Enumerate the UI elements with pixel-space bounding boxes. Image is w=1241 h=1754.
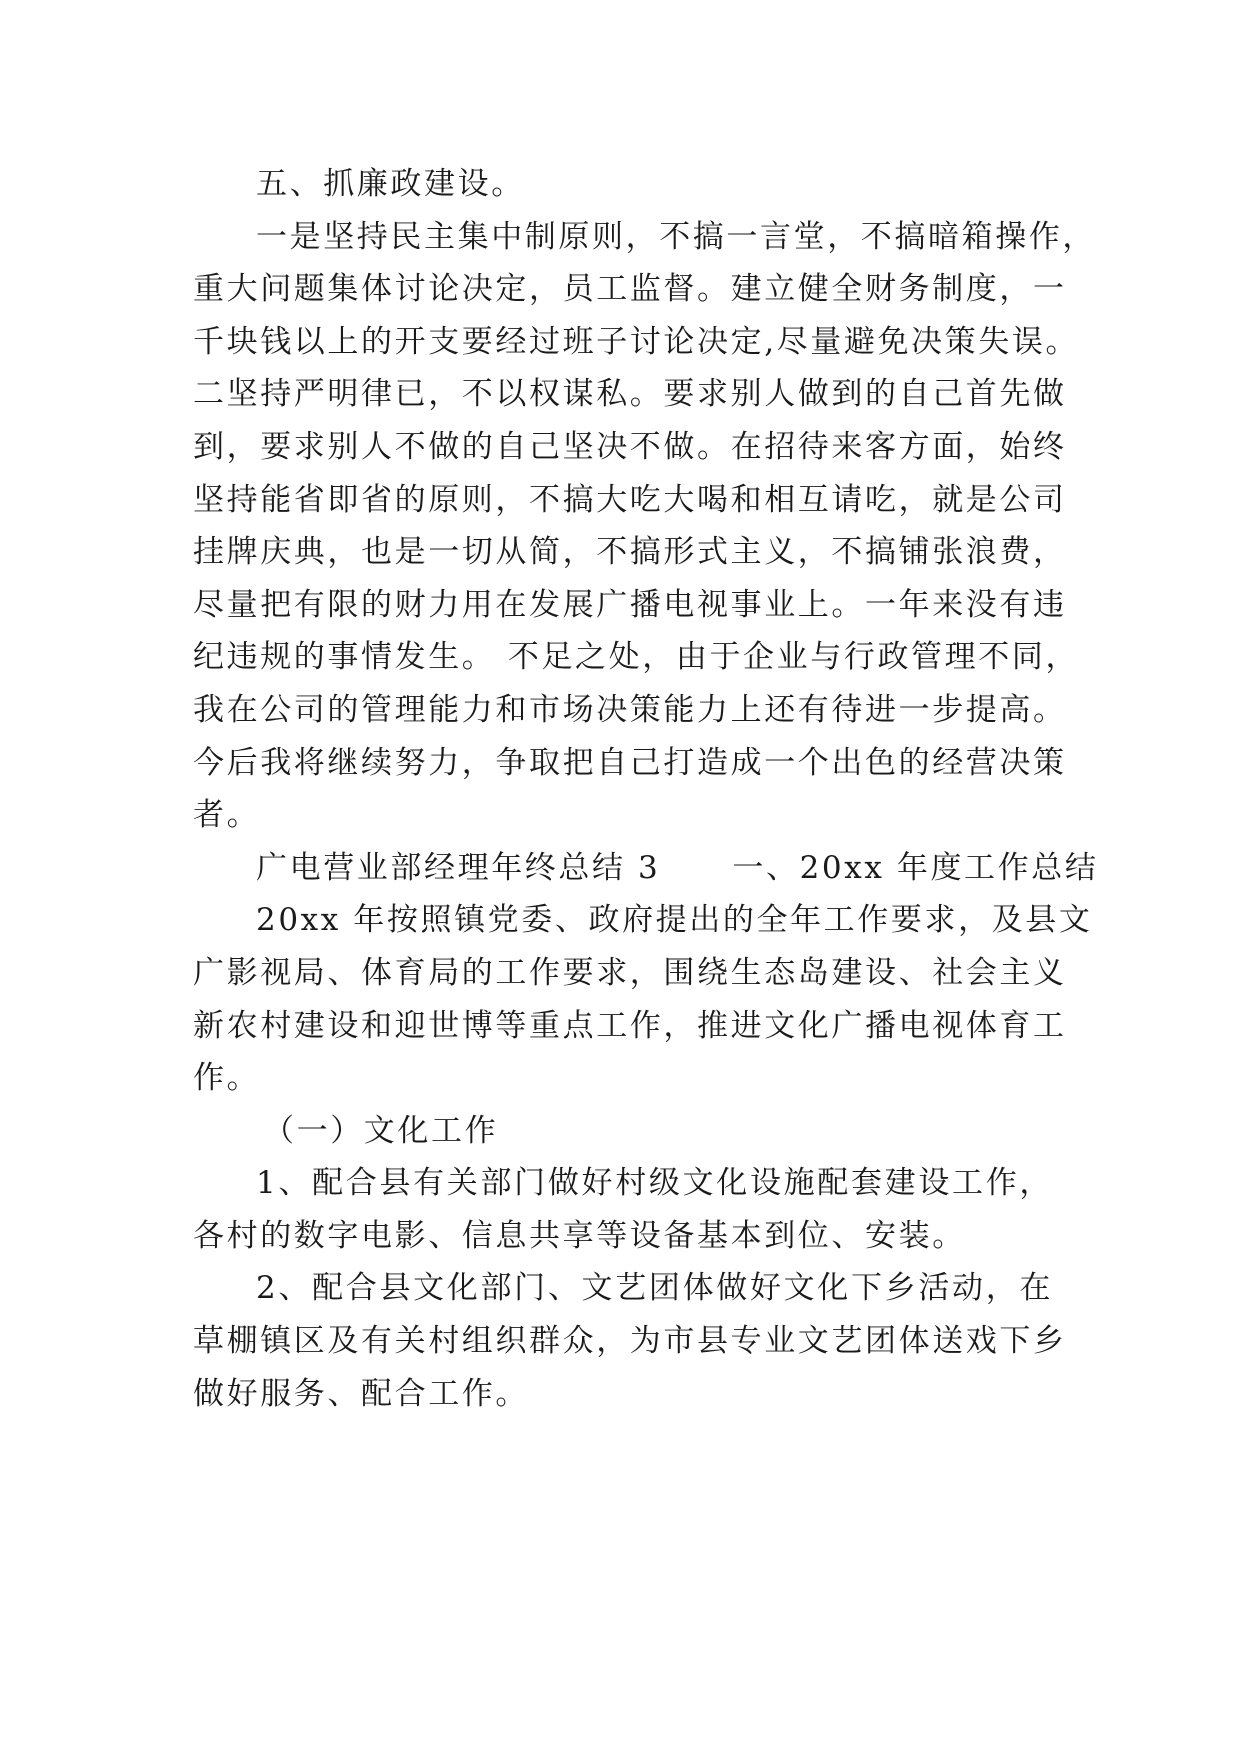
paragraph-item-1 [193, 1157, 1053, 1262]
text-line: 今后我将继续努力，争取把自己打造成一个出色的经营决策 [193, 744, 1067, 781]
text-line: 二坚持严明律已，不以权谋私。要求别人做到的自己首先做 [193, 376, 1067, 413]
paragraph-annual-requirements [193, 894, 1093, 1104]
text-line: （一）文化工作 [263, 1112, 499, 1149]
text-line: 一是坚持民主集中制原则，不搞一言堂，不搞暗箱操作， [256, 218, 1096, 255]
summary-title-part-a: 广电营业部经理年终总结 3 [256, 849, 661, 886]
text-line: 20xx 年按照镇党委、政府提出的全年工作要求，及县文 [256, 902, 1093, 939]
paragraph-integrity-building [193, 211, 1096, 842]
text-line: 广影视局、体育局的工作要求，围绕生态岛建设、社会主义 [193, 954, 1067, 991]
text-line: 者。 [193, 797, 261, 834]
text-line: 做好服务、配合工作。 [193, 1375, 529, 1412]
summary-title-part-b: 一、20xx 年度工作总结 [732, 849, 1099, 886]
text-line: 草棚镇区及有关村组织群众，为市县专业文艺团体送戏下乡 [193, 1323, 1067, 1360]
text-line: 尽量把有限的财力用在发展广播电视事业上。一年来没有违 [193, 586, 1067, 623]
document-body [193, 158, 1099, 1420]
text-line: 2、配合县文化部门、文艺团体做好文化下乡活动，在 [256, 1270, 1053, 1307]
text-line: 坚持能省即省的原则，不搞大吃大喝和相互请吃，就是公司 [193, 481, 1067, 518]
paragraph-item-2 [193, 1262, 1067, 1420]
paragraph-culture-work-heading [193, 1105, 1053, 1158]
text-line: 1、配合县有关部门做好村级文化设施配套建设工作， [256, 1165, 1053, 1202]
text-line: 新农村建设和迎世博等重点工作，推进文化广播电视体育工 [193, 1007, 1067, 1044]
text-line: 到，要求别人不做的自己坚决不做。在招待来客方面，始终 [193, 428, 1067, 465]
text-line: 各村的数字电影、信息共享等设备基本到位、安装。 [193, 1217, 966, 1254]
text-line: 纪违规的事情发生。 不足之处，由于企业与行政管理不同， [193, 639, 1080, 676]
text-line: 作。 [193, 1060, 261, 1097]
text-line: 重大问题集体讨论决定，员工监督。建立健全财务制度，一 [193, 271, 1067, 308]
text-line: 我在公司的管理能力和市场决策能力上还有待进一步提高。 [193, 691, 1067, 728]
text-line: 五、抓廉政建设。 [256, 166, 525, 202]
text-line: 挂牌庆典，也是一切从简，不搞形式主义，不搞铺张浪费， [193, 534, 1067, 571]
paragraph-summary-title [193, 842, 1099, 895]
paragraph-section-five-heading [193, 158, 1053, 211]
text-line: 千块钱以上的开支要经过班子讨论决定,尽量避免决策失误。 [193, 323, 1080, 360]
text-line [193, 842, 1099, 895]
